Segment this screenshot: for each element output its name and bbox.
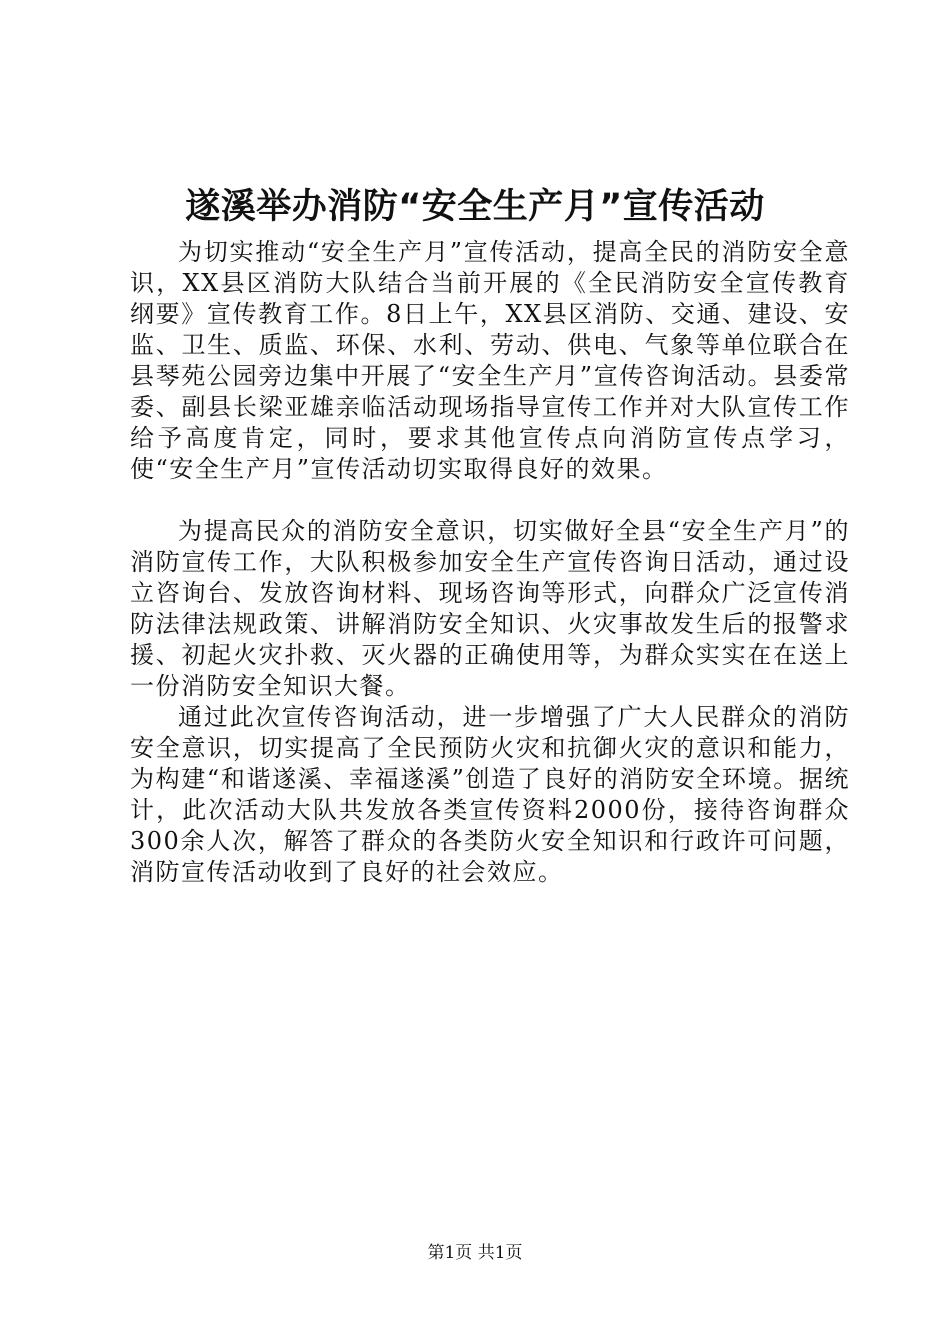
paragraph-3: 通过此次宣传咨询活动，进一步增强了广大人民群众的消防安全意识，切实提高了全民预防火灾和抗御火灾的意识和能力，为构建“和谐遂溪、幸福遂溪”创造了良好的消防安全环境。据统计，此次活动大队共发放各类宣传资料2000份，接待咨询群众300余人次，解答了群众的各类防火安全知识和行政许可问题，消防宣传活动收到了良好的社会效应。 bbox=[130, 703, 850, 886]
page-footer: 第1页 共1页 bbox=[427, 1243, 523, 1263]
document-body bbox=[130, 237, 850, 888]
paragraph-1: 为切实推动“安全生产月”宣传活动，提高全民的消防安全意识，XX县区消防大队结合当前开展的《全民消防安全宣传教育纲要》宣传教育工作。8日上午，XX县区消防、交通、建设、安监、卫生、质监、环保、水利、劳动、供电、气象等单位联合在县琴苑公园旁边集中开展了“安全生产月”宣传咨询活动。县委常委、副县长梁亚雄亲临活动现场指导宣传工作并对大队宣传工作给予高度肯定，同时，要求其他宣传点向消防宣传点学习，使“安全生产月”宣传活动切实取得良好的效果。 bbox=[130, 238, 850, 483]
paragraph-2: 为提高民众的消防安全意识，切实做好全县“安全生产月”的消防宣传工作，大队积极参加安全生产宣传咨询日活动，通过设立咨询台、发放咨询材料、现场咨询等形式，向群众广泛宣传消防法律法规政策、讲解消防安全知识、火灾事故发生后的报警求援、初起火灾扑救、灭火器的正确使用等，为群众实实在在送上一份消防安全知识大餐。 bbox=[130, 517, 850, 700]
document-title: 遂溪举办消防“安全生产月”宣传活动 bbox=[185, 187, 765, 227]
